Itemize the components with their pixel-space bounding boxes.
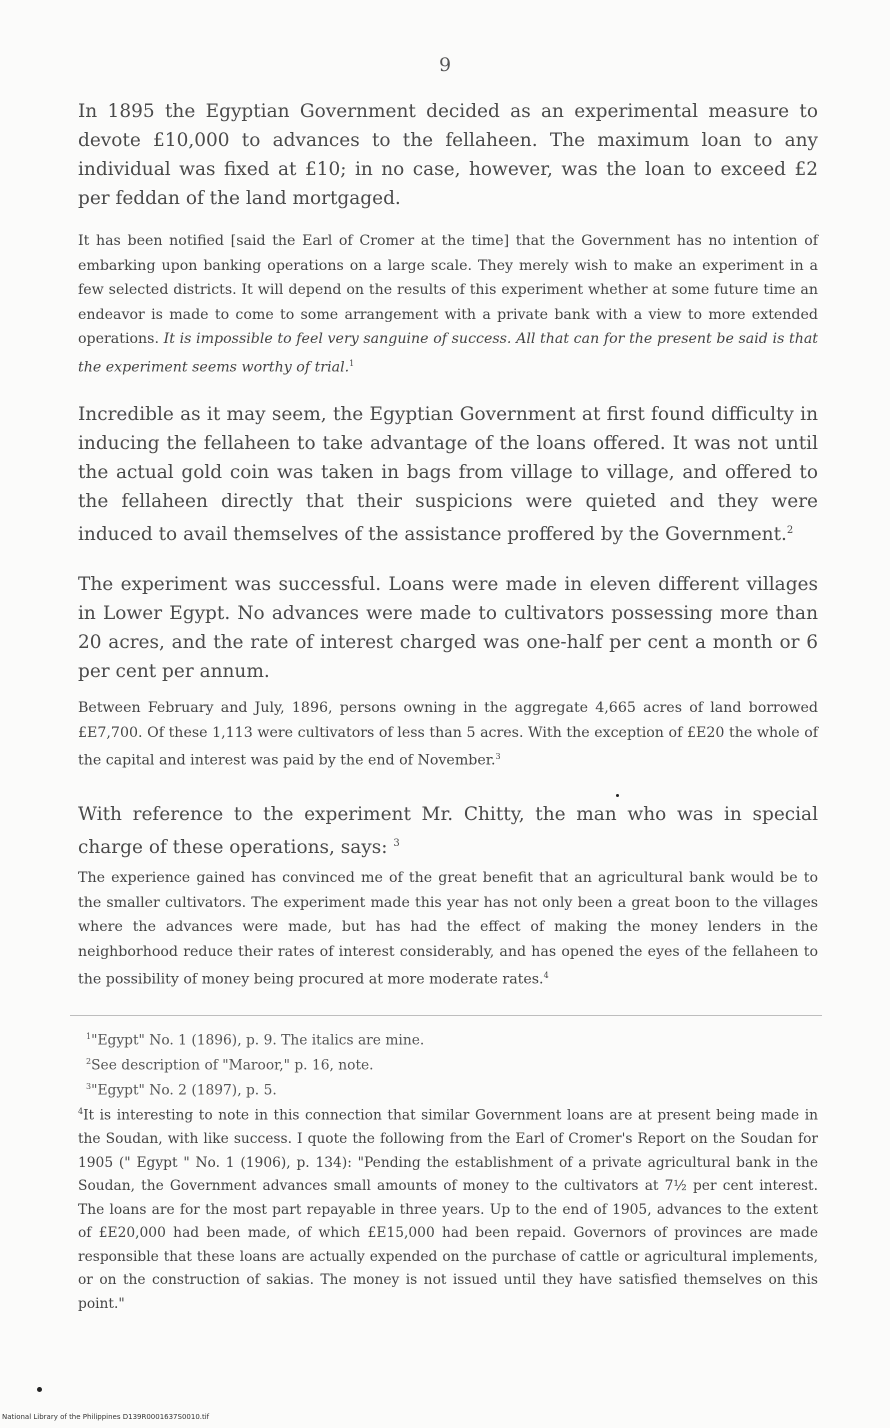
- footnote-4: [78, 1100, 818, 1316]
- footnote-divider: [70, 1015, 822, 1016]
- footnote-2: [86, 1051, 826, 1077]
- footnote-2-mark: 2: [86, 1057, 92, 1066]
- page-number: 9: [438, 54, 452, 76]
- paragraph-4: [78, 800, 818, 862]
- footnote-4-mark: 4: [78, 1107, 84, 1116]
- ink-speck-2: [37, 1387, 42, 1392]
- footnote-ref-4: 4: [543, 971, 549, 980]
- footnote-3-mark: 3: [86, 1082, 92, 1091]
- footnote-4-text: It is interesting to note in this connection that similar Government loans are at present being made in the Soudan, with like success. I quote the following from the Earl of Cromer's Report on the Soudan for 1905 (" Egypt " No. 1 (1906), p. 134): "Pending the establishment of a private agricultural bank in the Soudan, the Government advances small amounts of money to the cultivators at 7½ per cent interest. The loans are for the most part repayable in three years. Up to the end of 1905, advances to the extent of £E20,000 had been made, of which £E15,000 had been repaid. Governors of provinces are made responsible that these loans are actually expended on the purchase of cattle or agricultural implements, or on the construction of sakias. The money is not issued until they have satisfied themselves on this point.": [78, 1107, 818, 1312]
- ink-speck: [616, 794, 619, 797]
- footnote-ref-3b: 3: [393, 838, 400, 849]
- quote-3-text: The experience gained has convinced me of the great benefit that an agricultural bank would be to the smaller cultivators. The experiment made this year has not only been a great boon to the villages where the advances were made, but has had the effect of making the money lenders in the neighborhood reduce their rates of interest considerably, and has opened the eyes of the fellaheen to the possibility of money being procured at more moderate rates.: [78, 870, 818, 988]
- footnote-3-text: "Egypt" No. 2 (1897), p. 5.: [91, 1082, 277, 1099]
- footnote-1: [86, 1026, 826, 1052]
- footnote-1-mark: 1: [86, 1032, 92, 1041]
- footnote-ref-2: 2: [786, 525, 794, 536]
- paragraph-2: [78, 400, 818, 549]
- paragraph-2-text: Incredible as it may seem, the Egyptian Government at first found difficulty in inducing the fellaheen to take advantage of the loans offered. It was not until the actual gold coin was taken in bags from village to village, and offered to the fellaheen directly that their suspicions were quieted and they were induced to avail themselves of the assistance proffered by the Government.: [78, 404, 818, 546]
- footnote-ref-1: 1: [349, 358, 355, 368]
- quote-1-italic: It is impossible to feel very sanguine of success. All that can for the present be said is that the experiment seems worthy of trial.: [78, 331, 818, 376]
- quote-2-text: Between February and July, 1896, persons owning in the aggregate 4,665 acres of land borrowed £E7,700. Of these 1,113 were cultivators of less than 5 acres. With the exception of £E20 the whole of the capital and interest was paid by the end of November.: [78, 700, 818, 769]
- paragraph-1: In 1895 the Egyptian Government decided as an experimental measure to devote £10,000 to advances to the fellaheen. The maximum loan to any individual was fixed at £10; in no case, however, was the loan to exceed £2 per feddan of the land mortgaged.: [78, 101, 818, 209]
- quote-2: [78, 696, 818, 773]
- paragraph-3: The experiment was successful. Loans were made in eleven different villages in Lower Egypt. No advances were made to cultivators possessing more than 20 acres, and the rate of interest charged was one-half per cent a month or 6 per cent per annum.: [78, 574, 818, 682]
- footnote-ref-3: 3: [495, 752, 501, 761]
- quote-1-text: It has been notified [said the Earl of Cromer at the time] that the Government has no intention of embarking upon banking operations on a large scale. They merely wish to make an experiment in a few selected districts. It will depend on the results of this experiment whether at some future time an endeavor is made to come to some arrangement with a private bank with a view to more extended operations.: [78, 233, 818, 347]
- archive-credit: National Library of the Philippines D139R0001637S0010.tif: [2, 1413, 210, 1421]
- quote-3: [78, 866, 818, 992]
- paragraph-4-text: With reference to the experiment Mr. Chitty, the man who was in special charge of these operations, says:: [78, 804, 818, 859]
- footnote-2-text: See description of "Maroor," p. 16, note.: [91, 1057, 374, 1074]
- footnote-3: [86, 1076, 826, 1102]
- quote-1: [78, 229, 818, 380]
- footnote-1-text: "Egypt" No. 1 (1896), p. 9. The italics are mine.: [91, 1032, 425, 1049]
